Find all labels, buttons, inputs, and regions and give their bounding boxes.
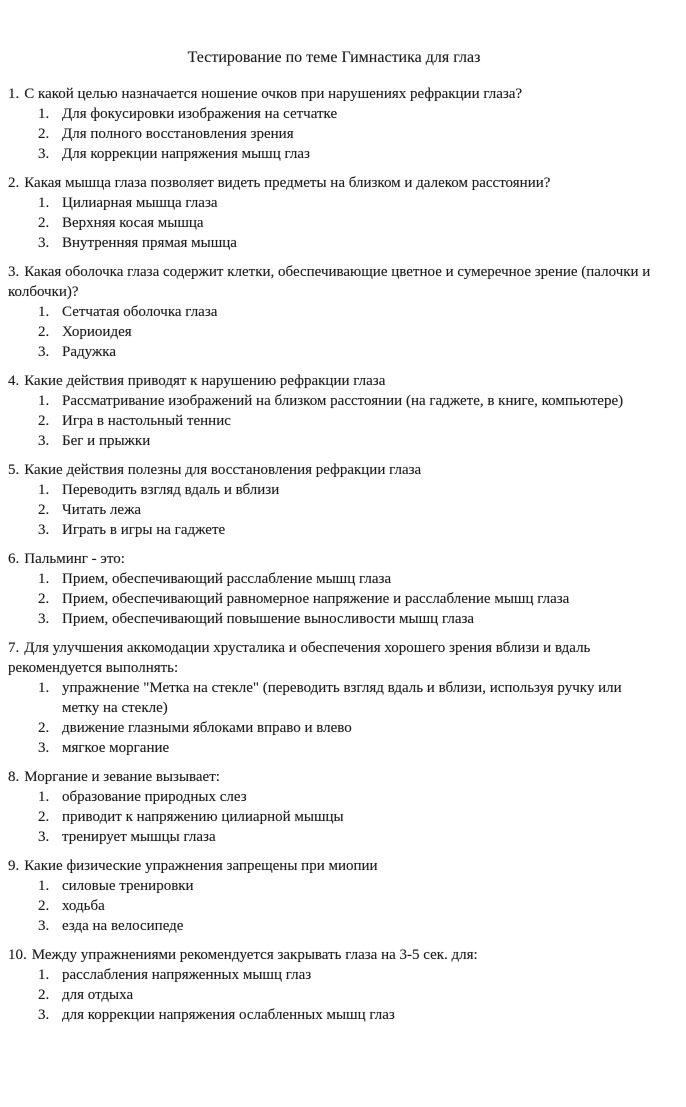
question-block xyxy=(8,371,660,451)
option-text: Бег и прыжки xyxy=(62,433,151,449)
option-number: 3. xyxy=(38,522,50,538)
option-number: 1. xyxy=(38,680,50,696)
option-number: 2. xyxy=(38,591,50,607)
option-number: 2. xyxy=(38,720,50,736)
option-text: для отдыха xyxy=(62,987,134,1003)
question-block xyxy=(8,856,660,936)
answer-option xyxy=(38,965,660,985)
option-text: Хориоидея xyxy=(62,324,132,340)
option-text: образование природных слез xyxy=(62,789,247,805)
option-text: Для коррекции напряжения мышц глаз xyxy=(62,146,310,162)
option-text: Читать лежа xyxy=(62,502,142,518)
answer-option xyxy=(38,589,660,609)
answer-option xyxy=(38,569,660,589)
answer-option xyxy=(38,807,660,827)
answer-option xyxy=(38,233,660,253)
option-number: 3. xyxy=(38,740,50,756)
option-number: 1. xyxy=(38,482,50,498)
question-line xyxy=(8,856,660,876)
question-number: 5. xyxy=(8,462,20,478)
option-text: Сетчатая оболочка глаза xyxy=(62,304,218,320)
answer-option xyxy=(38,718,660,738)
question-number: 8. xyxy=(8,769,20,785)
question-block xyxy=(8,549,660,629)
option-text: Радужка xyxy=(62,344,117,360)
page-title: Тестирование по теме Гимнастика для глаз xyxy=(187,49,481,66)
question-line xyxy=(8,84,660,104)
answer-option xyxy=(38,391,660,411)
answer-option xyxy=(38,609,660,629)
question-block xyxy=(8,767,660,847)
question-line xyxy=(8,767,660,787)
option-number: 3. xyxy=(38,918,50,934)
answer-option xyxy=(38,411,660,431)
option-text: упражнение "Метка на стекле" (переводить взгляд вдаль и вблизи, используя ручку или метку на стекле) xyxy=(62,680,622,716)
question-text: Какие действия приводят к нарушению рефракции глаза xyxy=(24,373,386,389)
option-number: 3. xyxy=(38,1007,50,1023)
answer-option xyxy=(38,678,660,718)
option-text: приводит к напряжению цилиарной мышцы xyxy=(62,809,344,825)
option-number: 1. xyxy=(38,571,50,587)
question-text: Какая оболочка глаза содержит клетки, обеспечивающие цветное и сумеречное зрение (палочки и колбочки)? xyxy=(8,264,651,300)
option-number: 1. xyxy=(38,967,50,983)
option-number: 3. xyxy=(38,235,50,251)
option-text: силовые тренировки xyxy=(62,878,194,894)
option-number: 1. xyxy=(38,789,50,805)
answer-option xyxy=(38,876,660,896)
option-text: Верхняя косая мышца xyxy=(62,215,204,231)
option-text: Для полного восстановления зрения xyxy=(62,126,294,142)
option-number: 2. xyxy=(38,413,50,429)
option-text: Прием, обеспечивающий равномерное напряжение и расслабление мышц глаза xyxy=(62,591,570,607)
option-text: движение глазными яблоками вправо и влево xyxy=(62,720,352,736)
option-text: езда на велосипеде xyxy=(62,918,184,934)
option-text: мягкое моргание xyxy=(62,740,170,756)
answer-options xyxy=(38,965,660,1025)
answer-option xyxy=(38,431,660,451)
question-block xyxy=(8,945,660,1025)
question-block xyxy=(8,173,660,253)
answer-options xyxy=(38,193,660,253)
option-number: 1. xyxy=(38,195,50,211)
question-number: 9. xyxy=(8,858,20,874)
answer-option xyxy=(38,787,660,807)
option-text: Переводить взгляд вдаль и вблизи xyxy=(62,482,280,498)
question-line xyxy=(8,549,660,569)
option-number: 1. xyxy=(38,878,50,894)
option-text: для коррекции напряжения ослабленных мышц глаз xyxy=(62,1007,395,1023)
answer-options xyxy=(38,569,660,629)
question-line xyxy=(8,945,660,965)
question-line xyxy=(8,460,660,480)
answer-option xyxy=(38,1005,660,1025)
question-number: 6. xyxy=(8,551,20,567)
option-text: Цилиарная мышца глаза xyxy=(62,195,218,211)
question-number: 7. xyxy=(8,640,20,656)
option-text: расслабления напряженных мышц глаз xyxy=(62,967,312,983)
option-number: 3. xyxy=(38,611,50,627)
answer-options xyxy=(38,302,660,362)
answer-option xyxy=(38,738,660,758)
question-number: 3. xyxy=(8,264,20,280)
option-text: Для фокусировки изображения на сетчатке xyxy=(62,106,338,122)
option-number: 2. xyxy=(38,126,50,142)
question-text: С какой целью назначается ношение очков при нарушениях рефракции глаза? xyxy=(24,86,523,102)
answer-options xyxy=(38,876,660,936)
answer-option xyxy=(38,322,660,342)
option-number: 1. xyxy=(38,106,50,122)
answer-option xyxy=(38,193,660,213)
question-number: 2. xyxy=(8,175,20,191)
question-line xyxy=(8,638,660,678)
option-text: Играть в игры на гаджете xyxy=(62,522,226,538)
answer-option xyxy=(38,144,660,164)
question-text: Для улучшения аккомодации хрусталика и обеспечения хорошего зрения вблизи и вдаль рекомендуется выполнять: xyxy=(8,640,591,676)
question-number: 10. xyxy=(8,947,27,963)
answer-option xyxy=(38,500,660,520)
question-text: Какие физические упражнения запрещены при миопии xyxy=(24,858,378,874)
option-text: Прием, обеспечивающий повышение выносливости мышц глаза xyxy=(62,611,475,627)
question-line xyxy=(8,173,660,193)
option-number: 3. xyxy=(38,433,50,449)
option-number: 3. xyxy=(38,146,50,162)
answer-option xyxy=(38,480,660,500)
question-number: 4. xyxy=(8,373,20,389)
answer-option xyxy=(38,104,660,124)
option-number: 2. xyxy=(38,987,50,1003)
answer-options xyxy=(38,391,660,451)
option-text: Прием, обеспечивающий расслабление мышц глаза xyxy=(62,571,392,587)
question-block xyxy=(8,84,660,164)
question-text: Пальминг - это: xyxy=(24,551,125,567)
option-number: 1. xyxy=(38,393,50,409)
answer-option xyxy=(38,342,660,362)
answer-option xyxy=(38,916,660,936)
question-text: Моргание и зевание вызывает: xyxy=(24,769,220,785)
answer-option xyxy=(38,985,660,1005)
option-text: тренирует мышцы глаза xyxy=(62,829,216,845)
question-text: Какая мышца глаза позволяет видеть предметы на близком и далеком расстоянии? xyxy=(24,175,551,191)
answer-option xyxy=(38,827,660,847)
question-block xyxy=(8,638,660,758)
question-block xyxy=(8,262,660,362)
option-number: 2. xyxy=(38,502,50,518)
answer-option xyxy=(38,124,660,144)
answer-option xyxy=(38,520,660,540)
question-number: 1. xyxy=(8,86,20,102)
option-text: ходьба xyxy=(62,898,105,914)
question-text: Между упражнениями рекомендуется закрывать глаза на 3-5 сек. для: xyxy=(31,947,478,963)
question-list xyxy=(8,84,660,1025)
answer-option xyxy=(38,302,660,322)
option-number: 1. xyxy=(38,304,50,320)
option-text: Рассматривание изображений на близком расстоянии (на гаджете, в книге, компьютере) xyxy=(62,393,624,409)
question-block xyxy=(8,460,660,540)
answer-option xyxy=(38,896,660,916)
option-number: 3. xyxy=(38,829,50,845)
option-number: 2. xyxy=(38,898,50,914)
answer-option xyxy=(38,213,660,233)
answer-options xyxy=(38,104,660,164)
answer-options xyxy=(38,787,660,847)
option-text: Внутренняя прямая мышца xyxy=(62,235,237,251)
option-number: 3. xyxy=(38,344,50,360)
question-line xyxy=(8,262,660,302)
answer-options xyxy=(38,480,660,540)
answer-options xyxy=(38,678,660,758)
option-number: 2. xyxy=(38,809,50,825)
question-text: Какие действия полезны для восстановления рефракции глаза xyxy=(24,462,422,478)
option-number: 2. xyxy=(38,215,50,231)
option-number: 2. xyxy=(38,324,50,340)
option-text: Игра в настольный теннис xyxy=(62,413,231,429)
question-line xyxy=(8,371,660,391)
